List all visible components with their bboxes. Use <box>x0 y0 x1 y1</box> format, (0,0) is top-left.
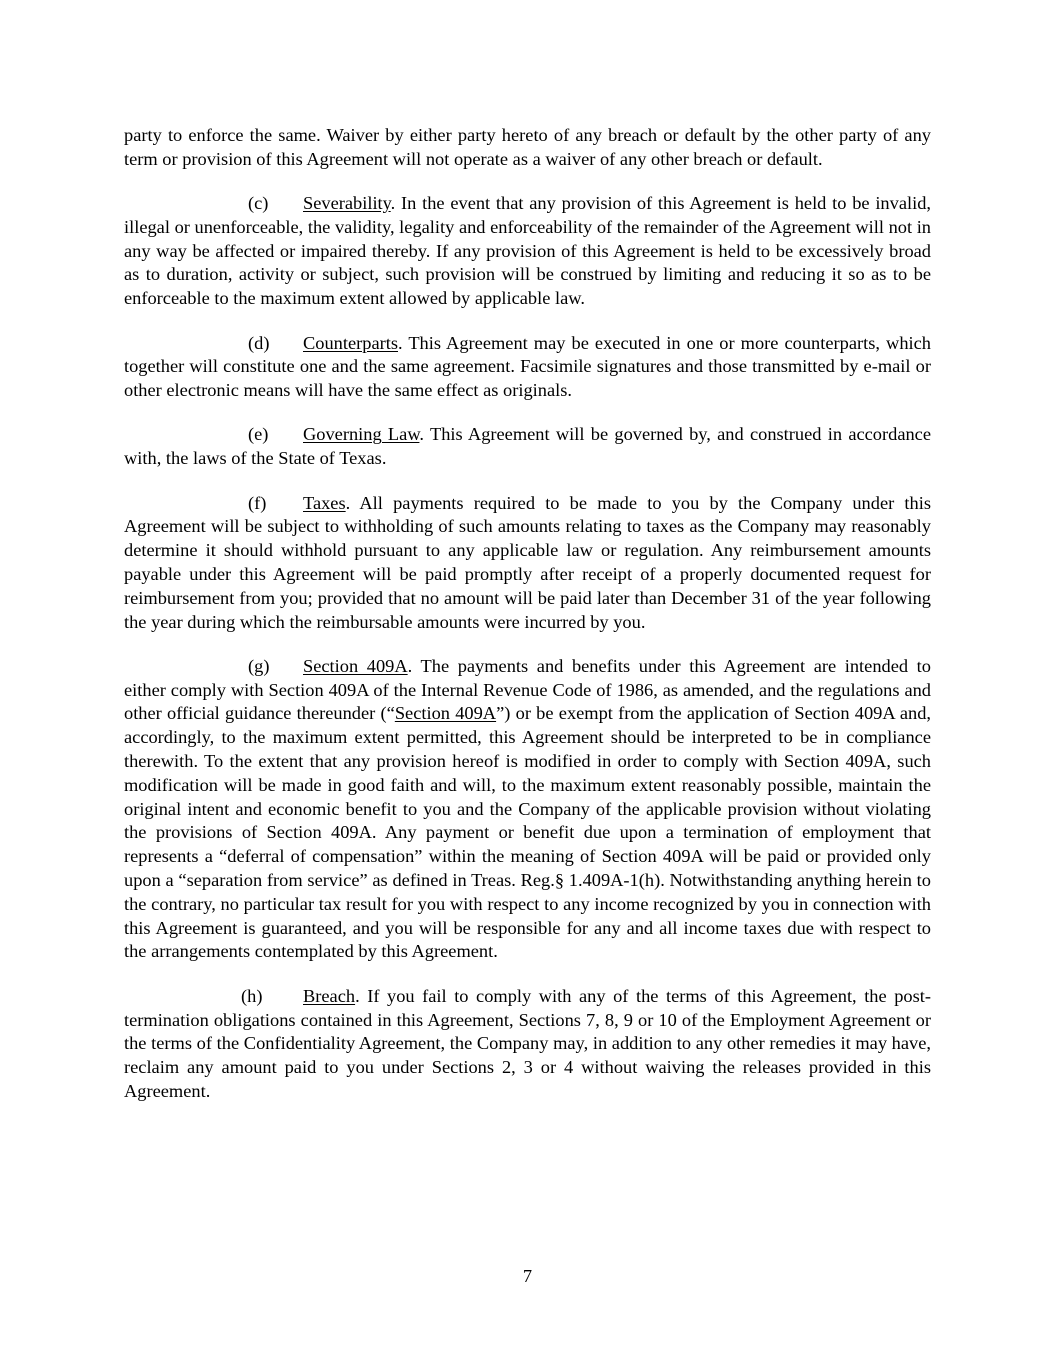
section-text: . If you fail to comply with any of the terms of this Agreement, the post-termination obligations contained in this Agreement, Sections 7, 8, 9 or 10 of the Employment Agreement or the terms of the Confidentiality Agreement, the Company may, in addition to any other remedies it may have, reclaim any amount paid to you under Sections 2, 3 or 4 without waiving the releases provided in this Agreement. <box>124 985 931 1101</box>
section-d-counterparts <box>124 332 931 403</box>
section-heading: Breach <box>303 985 356 1006</box>
section-heading: Section 409A <box>303 655 408 676</box>
section-text: . The payments and benefits under this Agreement are intended to either comply with Section 409A of the Internal Revenue Code of 1986, as amended, and the regulations and other official guidance thereunder (“ <box>124 655 931 724</box>
section-text: . All payments required to be made to you by the Company under this Agreement will be subject to withholding of such amounts relating to taxes as the Company may reasonably determine it should withhold pursuant to any applicable law or regulation. Any reimbursement amounts payable under this Agreement will be paid promptly after receipt of a properly documented request for reimbursement from you; provided that no amount will be paid later than December 31 of the year following the year during which the reimbursable amounts were incurred by you. <box>124 492 931 632</box>
section-text: . This Agreement will be governed by, and construed in accordance with, the laws of the State of Texas. <box>124 424 932 469</box>
defined-term: Section 409A <box>394 703 497 724</box>
section-heading: Taxes <box>303 492 346 513</box>
section-g-section-409a <box>124 655 931 964</box>
section-heading: Governing Law <box>303 424 420 445</box>
section-number: (c) <box>248 193 269 214</box>
section-number: (e) <box>248 424 269 445</box>
section-text-continued: ”) or be exempt from the application of Section 409A and, accordingly, to the maximum extent permitted, this Agreement should be interpreted to be in compliance therewith. To the extent that any provision hereof is modified in order to comply with Section 409A, such modification will be made in good faith and will, to the maximum extent reasonably possible, maintain the original intent and economic benefit to you and the Company of the applicable provision without violating the provisions of Section 409A. Any payment or benefit due upon a termination of employment that represents a “deferral of compensation” within the meaning of Section 409A will be paid or provided only upon a “separation from service” as defined in Treas. Reg.§ 1.409A-1(h). Notwithstanding anything herein to the contrary, no particular tax result for you with respect to any income recognized by you in connection with this Agreement is guaranteed, and you will be responsible for any and all income taxes due with respect to the arrangements contemplated by this Agreement. <box>124 703 931 962</box>
section-number: (f) <box>248 492 267 513</box>
section-heading: Severability <box>303 193 391 214</box>
section-number: (h) <box>241 985 263 1006</box>
paragraph-text: party to enforce the same. Waiver by either party hereto of any breach or default by the other party of any term or provision of this Agreement will not operate as a waiver of any other breach or default. <box>124 125 931 169</box>
section-number: (g) <box>248 655 270 676</box>
paragraph-continuation <box>124 124 931 172</box>
section-text: . In the event that any provision of this Agreement is held to be invalid, illegal or unenforceable, the validity, legality and enforceability of the remainder of the Agreement will not in any way be affected or impaired thereby. If any provision of this Agreement is held to be excessively broad as to duration, activity or subject, such provision will be construed by limiting and reducing it so as to be enforceable to the maximum extent allowed by applicable law. <box>124 193 931 309</box>
section-e-governing-law <box>124 423 931 471</box>
section-heading: Counterparts <box>303 332 398 353</box>
section-f-taxes <box>124 492 931 635</box>
section-c-severability <box>124 192 931 311</box>
section-number: (d) <box>248 332 270 353</box>
section-h-breach <box>124 985 931 1104</box>
page-number: 7 <box>522 1266 533 1286</box>
document-page <box>124 124 931 1124</box>
section-text: . This Agreement may be executed in one or more counterparts, which together will constitute one and the same agreement. Facsimile signatures and those transmitted by e-mail or other electronic means will have the same effect as originals. <box>124 332 931 401</box>
